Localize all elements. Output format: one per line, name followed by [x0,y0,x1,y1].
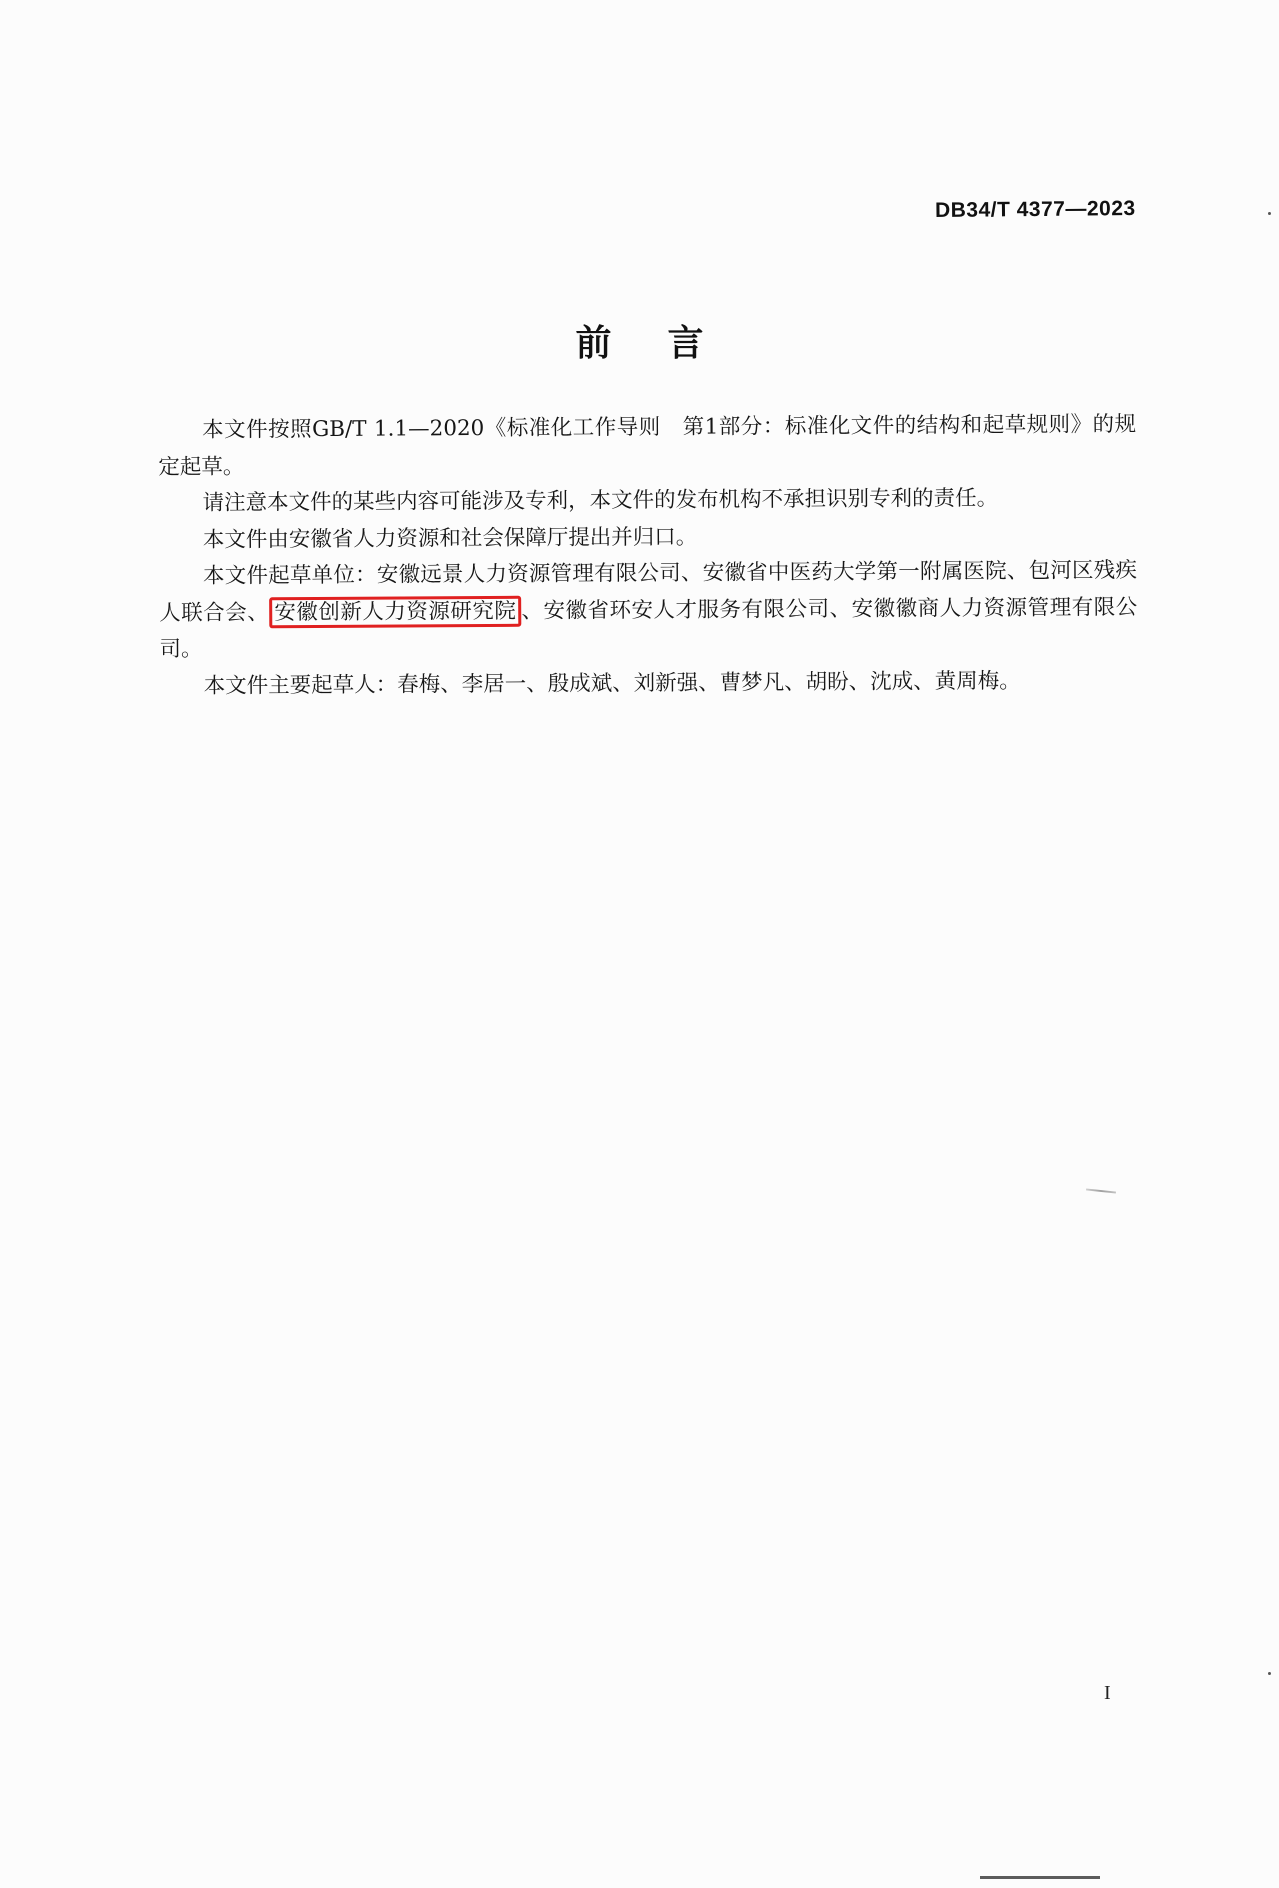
document-code: DB34/T 4377—2023 [935,196,1137,223]
paragraph-patent-notice: 请注意本文件的某些内容可能涉及专利，本文件的发布机构不承担识别专利的责任。 [202,485,999,516]
paragraph-drafting-rules: 本文件按照GB/T 1.1—2020《标准化工作导则 第1部分：标准化文件的结构和起草规则》的规定起草。 [158,412,1137,480]
scan-smudge [1086,1188,1116,1193]
page-number: I [1104,1682,1111,1704]
foreword-body [158,407,1138,705]
scan-edge-dot [1268,1672,1271,1675]
drafting-units-lead: 本文件起草单位：安徽远景人力资源管理有限公司、安徽省中医药大学第一附属医院、包河区残疾人联合会、 [159,558,1138,626]
scan-edge-dot [1268,212,1271,215]
highlighted-institute: 安徽创新人力资源研究院 [269,595,521,628]
drafting-units-rest: 、安徽省环安人才服务有限公司、安徽徽商人力资源管理有限公司。 [159,594,1138,662]
page-title: 前言 [575,323,760,364]
paragraph-proposer: 本文件由安徽省人力资源和社会保障厅提出并归口。 [202,524,698,553]
paragraph-drafters: 本文件主要起草人：春梅、李居一、殷成斌、刘新强、曹梦凡、胡盼、沈成、黄周梅。 [203,668,1021,699]
scan-edge-line [980,1876,1100,1879]
paragraph-drafting-units [159,553,1138,668]
